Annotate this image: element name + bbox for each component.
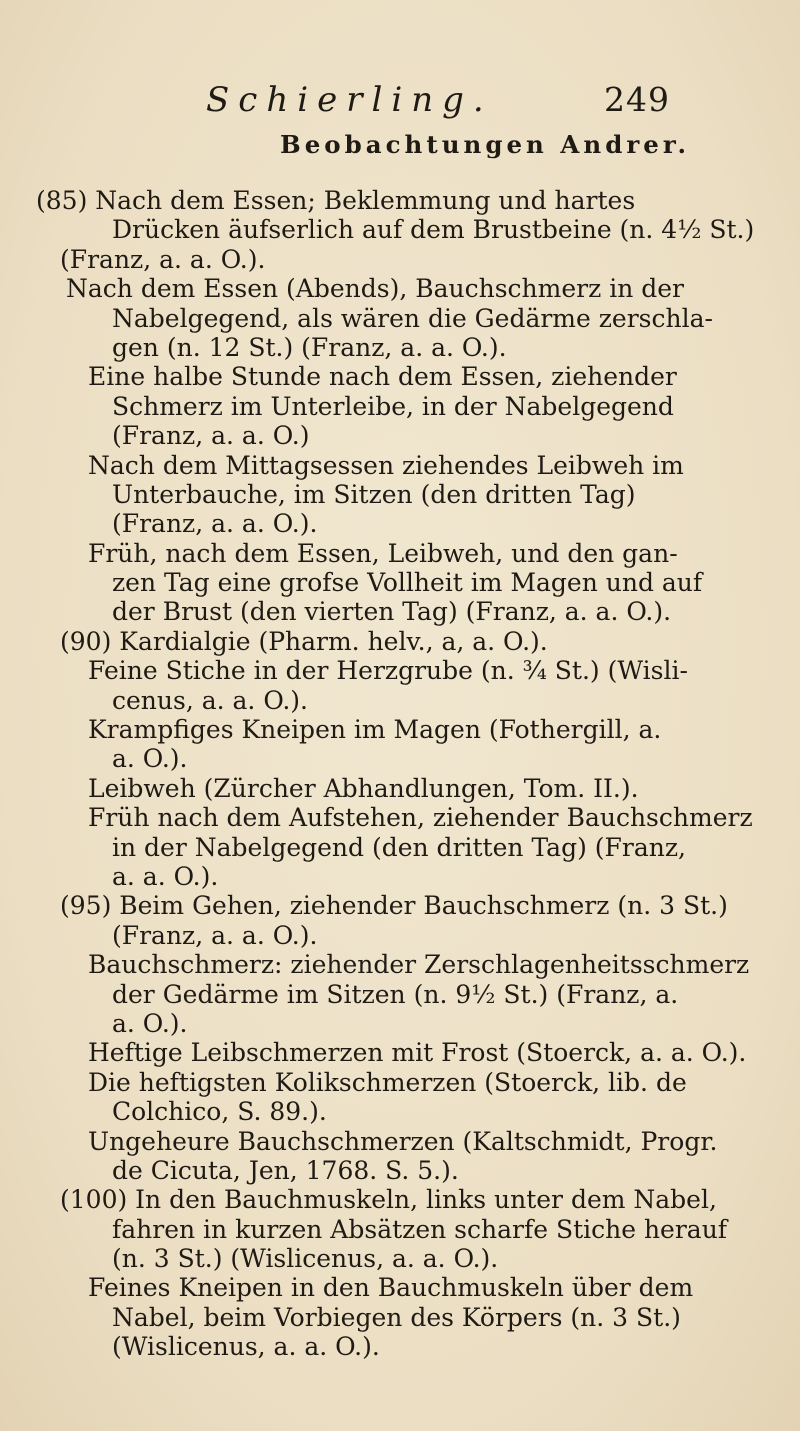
- text-line: de Cicuta, Jen, 1768. S. 5.).: [112, 1155, 459, 1185]
- text-line: a. a. O.).: [112, 861, 219, 891]
- text-line: Heftige Leibschmerzen mit Frost (Stoerck, a. a. O.).: [88, 1038, 747, 1068]
- text-line: (Franz, a. a. O.).: [112, 509, 318, 539]
- text-line: Feines Kneipen in den Bauchmuskeln über dem: [88, 1273, 694, 1303]
- text-line: in der Nabelgegend (den dritten Tag) (Franz,: [112, 832, 686, 862]
- text-line: Eine halbe Stunde nach dem Essen, ziehender: [88, 362, 677, 392]
- text-line: Nach dem Essen (Abends), Bauchschmerz in der: [66, 274, 684, 304]
- section-heading: Beobachtungen Andrer.: [280, 130, 691, 159]
- text-line: Die heftigsten Kolikschmerzen (Stoerck, lib. de: [88, 1067, 687, 1097]
- page-number: 249: [604, 80, 670, 119]
- text-line: Nabelgegend, als wären die Gedärme zerschla-: [112, 303, 713, 333]
- text-line: Feine Stiche in der Herzgrube (n. ¾ St.) (Wisli-: [88, 656, 688, 686]
- text-line: Schmerz im Unterleibe, in der Nabelgegend: [112, 391, 674, 421]
- text-line: (100) In den Bauchmuskeln, links unter dem Nabel,: [60, 1185, 717, 1215]
- text-line: zen Tag eine grofse Vollheit im Magen und auf: [112, 568, 703, 598]
- text-line: Krampfiges Kneipen im Magen (Fothergill, a.: [88, 715, 662, 745]
- text-line: (Franz, a. a. O.).: [60, 244, 266, 274]
- running-head: Schierling.: [206, 80, 493, 120]
- text-line: a. O.).: [112, 1008, 188, 1038]
- body-text: [0, 186, 800, 1362]
- text-line: cenus, a. a. O.).: [112, 685, 308, 715]
- text-line: (85) Nach dem Essen; Beklemmung und hartes: [36, 186, 636, 215]
- text-line: (Franz, a. a. O.).: [112, 920, 318, 950]
- text-line: Bauchschmerz: ziehender Zerschlagenheitsschmerz: [88, 950, 750, 980]
- text-line: Nabel, beim Vorbiegen des Körpers (n. 3 St.): [112, 1302, 681, 1332]
- text-line: Nach dem Mittagsessen ziehendes Leibweh im: [88, 450, 684, 480]
- text-line: (90) Kardialgie (Pharm. helv., a, a. O.).: [60, 626, 548, 656]
- text-line: fahren in kurzen Absätzen scharfe Stiche herauf: [112, 1214, 728, 1244]
- text-line: Drücken äufserlich auf dem Brustbeine (n. 4½ St.): [112, 215, 755, 245]
- text-line: Früh, nach dem Essen, Leibweh, und den gan-: [88, 538, 678, 568]
- text-line: Leibweh (Zürcher Abhandlungen, Tom. II.).: [88, 773, 639, 803]
- text-line: der Gedärme im Sitzen (n. 9½ St.) (Franz, a.: [112, 979, 679, 1009]
- text-line: gen (n. 12 St.) (Franz, a. a. O.).: [112, 332, 507, 362]
- text-line: Früh nach dem Aufstehen, ziehender Bauchschmerz: [88, 803, 753, 833]
- text-line: Colchico, S. 89.).: [112, 1097, 327, 1127]
- text-line: Unterbauche, im Sitzen (den dritten Tag): [112, 479, 636, 509]
- text-line: a. O.).: [112, 744, 188, 774]
- text-line: (95) Beim Gehen, ziehender Bauchschmerz (n. 3 St.): [60, 891, 728, 921]
- text-line: (n. 3 St.) (Wislicenus, a. a. O.).: [112, 1244, 499, 1274]
- text-line: (Franz, a. a. O.): [112, 421, 310, 451]
- page-header: [196, 76, 670, 126]
- text-line: (Wislicenus, a. a. O.).: [112, 1332, 380, 1362]
- text-line: Ungeheure Bauchschmerzen (Kaltschmidt, Progr.: [88, 1126, 718, 1156]
- text-line: der Brust (den vierten Tag) (Franz, a. a. O.).: [112, 597, 672, 627]
